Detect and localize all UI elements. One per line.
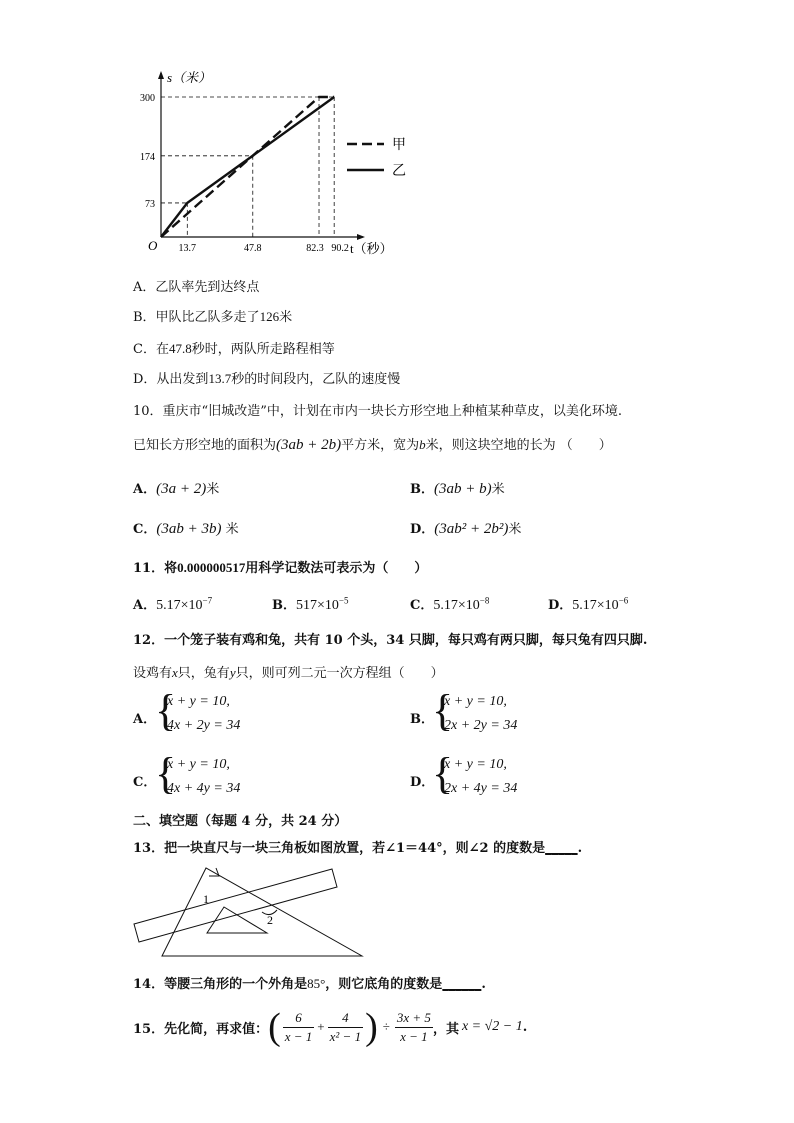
q12-option-d-system[interactable] <box>444 753 517 801</box>
q9-option-b[interactable] <box>133 306 292 325</box>
q11-b-label: B． <box>272 598 296 613</box>
q12-b-eq1: x + y = 10, <box>444 694 507 709</box>
q15-frac3 <box>395 1009 433 1046</box>
triangle-inner <box>207 907 267 933</box>
ruler-shape <box>134 869 337 942</box>
q11-b-exp: −5 <box>338 595 349 606</box>
q14-pre: 14．等腰三角形的一个外角是 <box>133 977 308 992</box>
q13-pre: 13．把一块直尺与一块三角板如图放置，若∠1＝44°，则∠2 的度数是 <box>133 841 546 856</box>
q14-blank[interactable]: ______ <box>442 977 482 992</box>
q10-option-b[interactable] <box>410 478 505 498</box>
q10-b-label: B． <box>410 482 434 497</box>
q12-option-d-label[interactable]: D． <box>410 775 435 790</box>
q9-d-num: 13.7 <box>208 371 232 386</box>
q9-option-d[interactable] <box>133 368 400 387</box>
q10-mid: 平方米，宽为 <box>341 438 420 453</box>
q9-b-num: 126 <box>259 309 280 324</box>
q10-stem-line2 <box>133 434 612 454</box>
q12-option-c-label[interactable]: C． <box>133 775 157 790</box>
q9-c-pre: C．在 <box>133 342 169 357</box>
q11-option-a[interactable] <box>133 594 212 614</box>
q15-paren-open: ( <box>268 1006 281 1048</box>
distance-time-chart <box>130 60 420 270</box>
q12-mid: 只，兔有 <box>177 666 230 681</box>
q9-c-num: 47.8 <box>168 341 192 356</box>
q12-a-eq2: 4x + 2y = 34 <box>167 718 241 733</box>
q11-c-label: C． <box>410 598 434 613</box>
q15-plus: + <box>317 1019 325 1034</box>
series-line-yi <box>161 97 334 237</box>
y-tick-label-0: 73 <box>145 198 155 210</box>
q12-b-eq2: 2x + 2y = 34 <box>444 718 518 733</box>
q12-var-y: y <box>229 665 236 680</box>
q12-option-a-label[interactable]: A． <box>133 712 157 727</box>
q14-post: . <box>481 977 486 992</box>
q11-d-base: 5.17×10 <box>572 598 619 613</box>
q9-d-pre: D．从出发到 <box>133 372 209 387</box>
q12-stem-line1: 12．一个笼子装有鸡和兔，共有 10 个头，34 只脚，每只鸡有两只脚，每只兔有四只脚. <box>133 633 648 648</box>
q10-b-expr: (3ab + b) <box>434 481 492 497</box>
q12-option-b-label[interactable]: B． <box>410 712 434 727</box>
q12-option-c-system[interactable] <box>167 753 240 801</box>
q10-b-unit: 米 <box>491 482 505 497</box>
angle-1-label: 1 <box>203 892 209 906</box>
q12-a-brace: { <box>155 686 177 735</box>
q10-a-unit: 米 <box>206 482 220 497</box>
q15-f3-den: x − 1 <box>400 1028 428 1044</box>
section-heading-fill-blank: 二、填空题（每题 4 分，共 24 分） <box>133 814 348 829</box>
q11-d-exp: −6 <box>618 595 629 606</box>
q12-var-x: x <box>172 665 178 680</box>
q10-post: 米，则这块空地的长为 （ ） <box>425 438 612 453</box>
q10-option-a[interactable] <box>133 478 219 498</box>
q15-tail-expr: x = √2 − 1 <box>461 1019 523 1034</box>
x-axis-label: t（秒） <box>350 241 393 256</box>
q15-f1-den: x − 1 <box>284 1028 313 1044</box>
q15-tail-pre: ，其 <box>432 1021 459 1037</box>
q11-a-base: 5.17×10 <box>156 598 203 613</box>
legend-label-1: 乙 <box>392 164 406 179</box>
q11-d-label: D． <box>548 598 573 613</box>
q10-d-unit: 米 <box>508 522 522 537</box>
q15-div: ÷ <box>382 1019 390 1034</box>
q10-c-expr: (3ab + 3b) <box>156 521 222 537</box>
q12-pre: 设鸡有 <box>133 666 173 681</box>
q10-pre: 已知长方形空地的面积为 <box>133 438 277 453</box>
q12-option-b-system[interactable] <box>444 690 517 738</box>
q12-c-eq2: 4x + 4y = 34 <box>167 781 241 796</box>
q12-c-eq1: x + y = 10, <box>167 757 230 772</box>
x-tick-label-1: 47.8 <box>244 243 262 254</box>
q10-a-expr: (3a + 2) <box>156 481 207 497</box>
y-tick-label-2: 300 <box>140 93 155 104</box>
q11-option-c[interactable] <box>410 594 489 614</box>
x-tick-label-0: 13.7 <box>178 243 197 254</box>
ruler-triangle-figure <box>130 860 370 960</box>
q10-area: (3ab + 2b) <box>276 437 342 453</box>
q15-frac1 <box>283 1009 315 1046</box>
q10-option-d[interactable] <box>410 518 521 538</box>
q15-frac2 <box>328 1009 363 1046</box>
x-axis-arrow <box>357 234 365 240</box>
q11-pre: 11．将 <box>133 561 178 576</box>
q10-option-c[interactable] <box>133 518 239 538</box>
q10-c-label: C． <box>133 522 157 537</box>
q13-blank[interactable]: _____ <box>545 841 578 856</box>
q12-stem-line2 <box>133 662 444 681</box>
q15-stem <box>133 1005 527 1049</box>
q11-c-base: 5.17×10 <box>433 598 480 613</box>
q11-option-b[interactable] <box>272 594 348 614</box>
q12-d-eq1: x + y = 10, <box>444 757 507 772</box>
y-tick-label-1: 174 <box>140 151 155 163</box>
series-line-jia <box>161 97 334 237</box>
q15-tail-post: . <box>522 1019 528 1035</box>
q10-d-label: D． <box>410 522 435 537</box>
q10-width-var: b <box>419 437 426 452</box>
q12-b-brace: { <box>432 686 454 735</box>
x-tick-label-3: 90.2 <box>331 243 349 254</box>
q15-paren-close: ) <box>365 1006 378 1048</box>
q10-c-unit: 米 <box>225 522 239 537</box>
q10-a-label: A． <box>133 482 157 497</box>
y-axis-arrow <box>158 71 164 79</box>
q12-a-eq1: x + y = 10, <box>167 694 230 709</box>
x-tick-label-2: 82.3 <box>306 243 324 254</box>
angle-2-label: 2 <box>267 913 273 927</box>
q14-angle: 85° <box>307 976 326 991</box>
q11-option-d[interactable] <box>548 594 628 614</box>
q15-f1-num: 6 <box>283 1009 315 1028</box>
q15-f2-den: x² − 1 <box>329 1028 362 1044</box>
y-axis-label: s（米） <box>167 70 212 85</box>
q14-mid: ，则它底角的度数是 <box>325 977 443 992</box>
q11-post: 用科学记数法可表示为（ ） <box>245 561 428 576</box>
q15-pre: 15．先化简，再求值： <box>133 1021 269 1037</box>
legend-label-0: 甲 <box>392 138 406 153</box>
q9-b-pre: B．甲队比乙队多走了 <box>133 310 260 325</box>
q13-stem <box>133 837 582 856</box>
q11-num: 0.000000517 <box>177 560 246 575</box>
q12-d-eq2: 2x + 4y = 34 <box>444 781 518 796</box>
q15-f2-num: 4 <box>328 1009 363 1028</box>
q9-c-post: 秒时，两队所走路程相等 <box>191 342 335 357</box>
q14-stem <box>133 973 486 992</box>
q13-post: . <box>577 841 583 856</box>
q11-a-label: A． <box>133 598 157 613</box>
q11-b-base: 517×10 <box>296 598 339 613</box>
q11-a-exp: −7 <box>202 595 213 606</box>
q15-f3-num: 3x + 5 <box>395 1009 433 1028</box>
q11-c-exp: −8 <box>479 595 490 606</box>
q12-d-brace: { <box>432 749 454 798</box>
q11-stem <box>133 557 427 576</box>
q12-c-brace: { <box>155 749 177 798</box>
q9-option-a[interactable]: A．乙队率先到达终点 <box>133 280 260 295</box>
q9-option-c[interactable] <box>133 338 335 357</box>
q12-post: 只，则可列二元一次方程组（ ） <box>235 666 444 681</box>
q10-stem-line1: 10．重庆市“旧城改造”中，计划在市内一块长方形空地上种植某种草皮，以美化环境. <box>133 404 622 419</box>
q9-d-post: 秒的时间段内，乙队的速度慢 <box>231 372 401 387</box>
origin-label: O <box>148 238 158 253</box>
q12-option-a-system[interactable] <box>167 690 240 738</box>
q9-b-post: 米 <box>279 310 293 325</box>
q10-d-expr: (3ab² + 2b²) <box>434 521 509 537</box>
